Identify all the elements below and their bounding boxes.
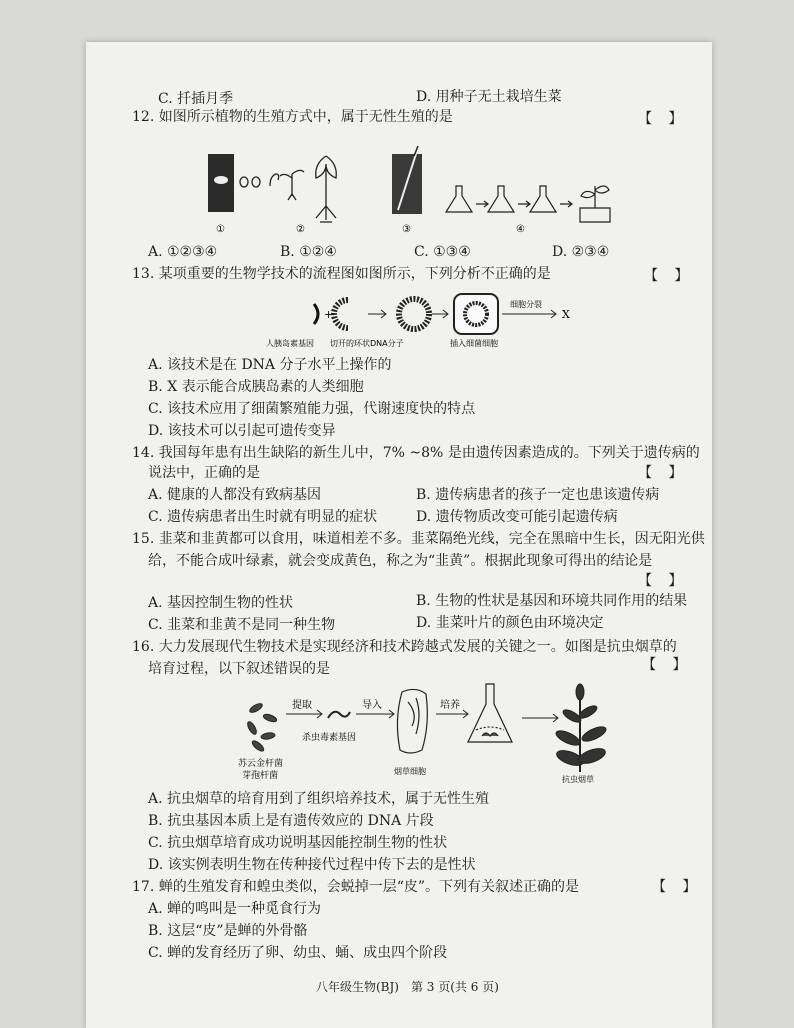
q13-option-a: A. 该技术是在 DNA 分子水平上操作的: [148, 357, 392, 373]
q16-gene-icon: [328, 712, 350, 718]
q15-option-b: B. 生物的性状是基因和环境共同作用的结果: [416, 593, 688, 609]
q12-figure-2-seed-germination: [240, 156, 336, 222]
q16-cell-label: 烟草细胞: [394, 767, 426, 776]
q14-stem-line2: 说法中，正确的是: [148, 465, 260, 481]
q12-option-d: D. ②③④: [552, 244, 610, 260]
q12-option-c: C. ①③④: [414, 244, 471, 260]
q13-cut-plasmid: [334, 300, 348, 328]
q12-figure-label-2: ②: [296, 224, 305, 235]
q12-figure-label-3: ③: [402, 224, 411, 235]
q13-stem: 13. 某项重要的生物学技术的流程图如图所示，下列分析不正确的是: [132, 266, 551, 282]
q12-answer-bracket: 【 】: [638, 111, 689, 127]
q12-stem: 12. 如图所示植物的生殖方式中，属于无性生殖的是: [132, 109, 453, 125]
q13-plus-sign: +: [324, 308, 334, 321]
q13-insert-label: 插入细菌细胞: [450, 339, 498, 348]
q13-option-c: C. 该技术应用了细菌繁殖能力强，代谢速度快的特点: [148, 401, 476, 417]
q14-option-a: A. 健康的人都没有致病基因: [148, 487, 322, 503]
q17-option-c: C. 蝉的发育经历了卵、幼虫、蛹、成虫四个阶段: [148, 945, 448, 961]
q14-option-c: C. 遗传病患者出生时就有明显的症状: [148, 509, 378, 525]
q16-culture-flask-icon: [468, 684, 512, 742]
q16-bacteria-label-1: 苏云金杆菌: [238, 759, 284, 769]
q12-figure-label-1: ①: [216, 224, 225, 235]
q16-import-label: 导入: [362, 700, 382, 711]
q14-stem-line1: 14. 我国每年患有出生缺陷的新生儿中，7% ~8% 是由遗传因素造成的。下列关于遗传病的: [132, 445, 700, 461]
q13-plasmid-label: 切开的环状DNA分子: [330, 339, 404, 348]
q15-stem-line2: 给，不能合成叶绿素，就会变成黄色，称之为“韭黄”。根据此现象可得出的结论是: [148, 553, 653, 569]
q14-answer-bracket: 【 】: [638, 465, 689, 481]
q13-option-d: D. 该技术可以引起可遗传变异: [148, 423, 336, 439]
q14-option-b: B. 遗传病患者的孩子一定也患该遗传病: [416, 487, 660, 503]
q12-figure-3-cutting: [392, 146, 422, 214]
q16-plant-label: 抗虫烟草: [562, 775, 594, 784]
q15-option-a: A. 基因控制生物的性状: [148, 595, 294, 611]
q16-stem-line1: 16. 大力发展现代生物技术是实现经济和技术跨越式发展的关键之一。如图是抗虫烟草的: [132, 639, 677, 655]
q13-option-b: B. X 表示能合成胰岛素的人类细胞: [148, 379, 364, 395]
q16-answer-bracket: 【 】: [642, 657, 693, 673]
q12-option-a: A. ①②③④: [148, 244, 218, 260]
q16-culture-label: 培养: [440, 700, 460, 711]
q16-tobacco-plant-icon: [554, 684, 608, 772]
q13-recombinant-plasmid: [399, 299, 429, 329]
q13-divide-label: 细胞分裂: [510, 300, 542, 309]
q12-figure-4-tissue-culture: [446, 186, 610, 222]
q16-option-d: D. 该实例表明生物在传种接代过程中传下去的是性状: [148, 857, 476, 873]
q16-bacteria-icon: [246, 702, 278, 753]
q13-figure: [266, 290, 586, 350]
q15-option-d: D. 韭菜叶片的颜色由环境决定: [416, 615, 604, 631]
q12-figure: [196, 146, 636, 236]
q15-answer-bracket: 【 】: [638, 573, 689, 589]
q12-figure-label-4: ④: [516, 224, 525, 235]
q17-answer-bracket: 【 】: [652, 879, 703, 895]
q13-x-label: X: [562, 308, 570, 321]
q14-option-d: D. 遗传物质改变可能引起遗传病: [416, 509, 618, 525]
q16-extract-label: 提取: [292, 700, 312, 711]
q16-tobacco-cell-icon: [397, 689, 427, 753]
page-footer: 八年级生物(BJ) 第 3 页(共 6 页): [316, 980, 499, 994]
q16-option-a: A. 抗虫烟草的培育用到了组织培养技术，属于无性生殖: [148, 791, 490, 807]
q13-answer-bracket: 【 】: [644, 268, 695, 284]
q16-bacteria-label-2: 芽孢杆菌: [242, 771, 279, 781]
q13-gene-fragment: [314, 304, 318, 324]
q11-option-d: D. 用种子无土栽培生菜: [416, 89, 562, 105]
q15-stem-line1: 15. 韭菜和韭黄都可以食用，味道相差不多。韭菜隔绝光线，完全在黑暗中生长，因无阳光供: [132, 531, 705, 547]
q17-option-b: B. 这层“皮”是蝉的外骨骼: [148, 923, 308, 939]
q17-stem: 17. 蝉的生殖发育和蝗虫类似，会蜕掉一层“皮”。下列有关叙述正确的是: [132, 879, 580, 895]
q11-option-c: C. 扦插月季: [158, 91, 234, 107]
q17-option-a: A. 蝉的鸣叫是一种觅食行为: [148, 901, 322, 917]
q12-figure-1-leaf-graft: [208, 154, 234, 212]
q12-option-b: B. ①②④: [280, 244, 337, 260]
exam-page: [86, 42, 712, 1028]
q16-option-c: C. 抗虫烟草培育成功说明基因能控制生物的性状: [148, 835, 448, 851]
q15-option-c: C. 韭菜和韭黄不是同一种生物: [148, 617, 336, 633]
q16-stem-line2: 培育过程，以下叙述错误的是: [148, 661, 330, 677]
q13-bacterial-cell: [454, 294, 498, 334]
q16-option-b: B. 抗虫基因本质上是有遗传效应的 DNA 片段: [148, 813, 434, 829]
q16-figure: [236, 678, 616, 784]
q13-gene-label: 人胰岛素基因: [266, 339, 314, 348]
q16-gene-label: 杀虫毒素基因: [302, 733, 357, 743]
